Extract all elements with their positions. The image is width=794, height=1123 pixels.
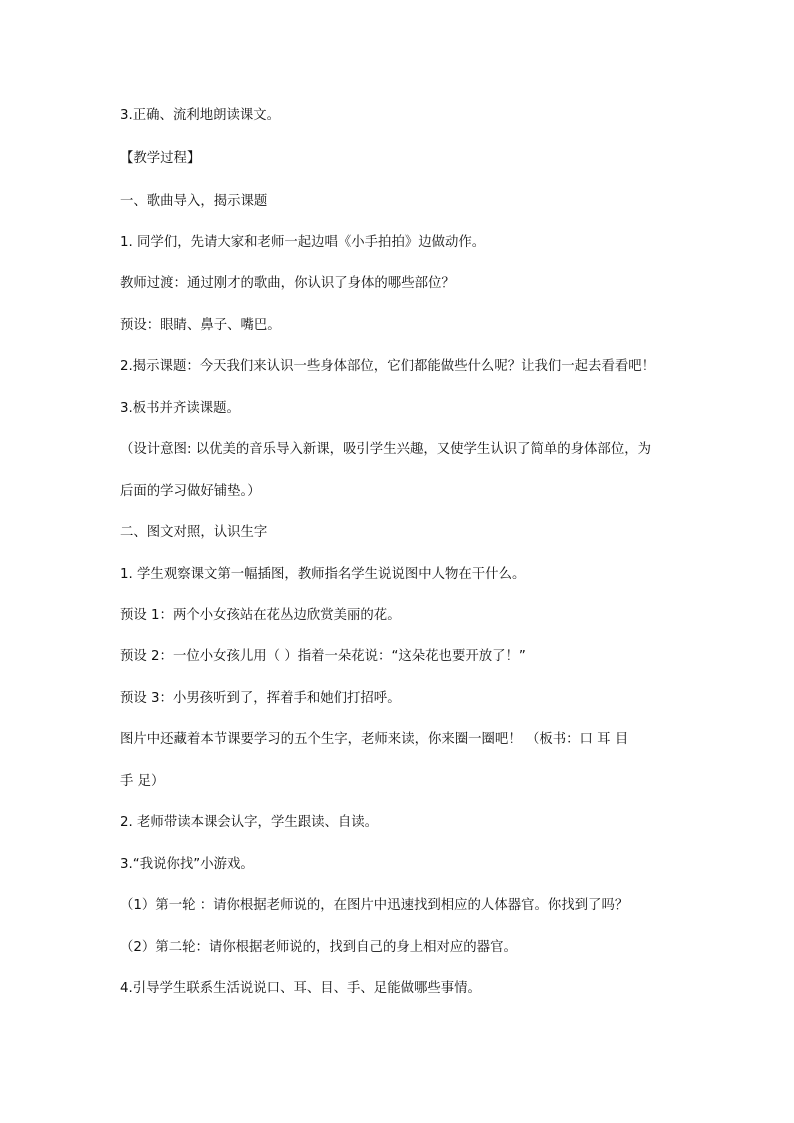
paragraph-step-2: 2.揭示课题：今天我们来认识一些身体部位，它们都能做些什么呢？让我们一起去看看吧！ [120,359,656,374]
paragraph-step-1: 1. 同学们，先请大家和老师一起边唱《小手拍拍》边做动作。 [120,235,486,250]
paragraph-lead-reading: 2. 老师带读本课会认字，学生跟读、自读。 [120,815,379,830]
paragraph-five-characters: 图片中还藏着本节课要学习的五个生字，老师来读，你来圈一圈吧！ （板书：口 耳 目 [120,732,629,747]
paragraph-design-intent-cont: 后面的学习做好铺垫。） [120,484,261,499]
paragraph-preset: 预设：眼睛、鼻子、嘴巴。 [120,318,281,333]
paragraph-five-characters-cont: 手 足） [120,774,165,789]
paragraph-teacher-transition: 教师过渡：通过刚才的歌曲，你认识了身体的哪些部位？ [120,276,455,291]
section-heading-1: 一、歌曲导入，揭示课题 [120,194,268,209]
paragraph-step-3: 3.板书并齐读课题。 [120,401,240,416]
paragraph-game: 3.“我说你找”小游戏。 [120,857,254,872]
paragraph-observe-illustration: 1. 学生观察课文第一幅插图，教师指名学生说说图中人物在干什么。 [120,567,526,582]
paragraph-preset-1: 预设 1：两个小女孩站在花丛边欣赏美丽的花。 [120,608,401,623]
section-heading-2: 二、图文对照，认识生字 [120,525,268,540]
paragraph-objective-3: 3.正确、流利地朗读课文。 [120,108,281,123]
paragraph-preset-2: 预设 2：一位小女孩儿用（ ）指着一朵花说：“这朵花也要开放了！” [120,649,526,664]
paragraph-round-1: （1）第一轮 ：请你根据老师说的，在图片中迅速找到相应的人体器官。你找到了吗？ [120,898,629,913]
heading-teaching-process: 【教学过程】 [120,151,201,166]
paragraph-design-intent: （设计意图: 以优美的音乐导入新课，吸引学生兴趣，又使学生认识了简单的身体部位，为 [120,442,651,457]
paragraph-round-2: （2）第二轮：请你根据老师说的，找到自己的身上相对应的器官。 [120,940,517,955]
paragraph-step-4: 4.引导学生联系生活说说口、耳、目、手、足能做哪些事情。 [120,981,481,996]
paragraph-preset-3: 预设 3：小男孩听到了，挥着手和她们打招呼。 [120,691,401,706]
